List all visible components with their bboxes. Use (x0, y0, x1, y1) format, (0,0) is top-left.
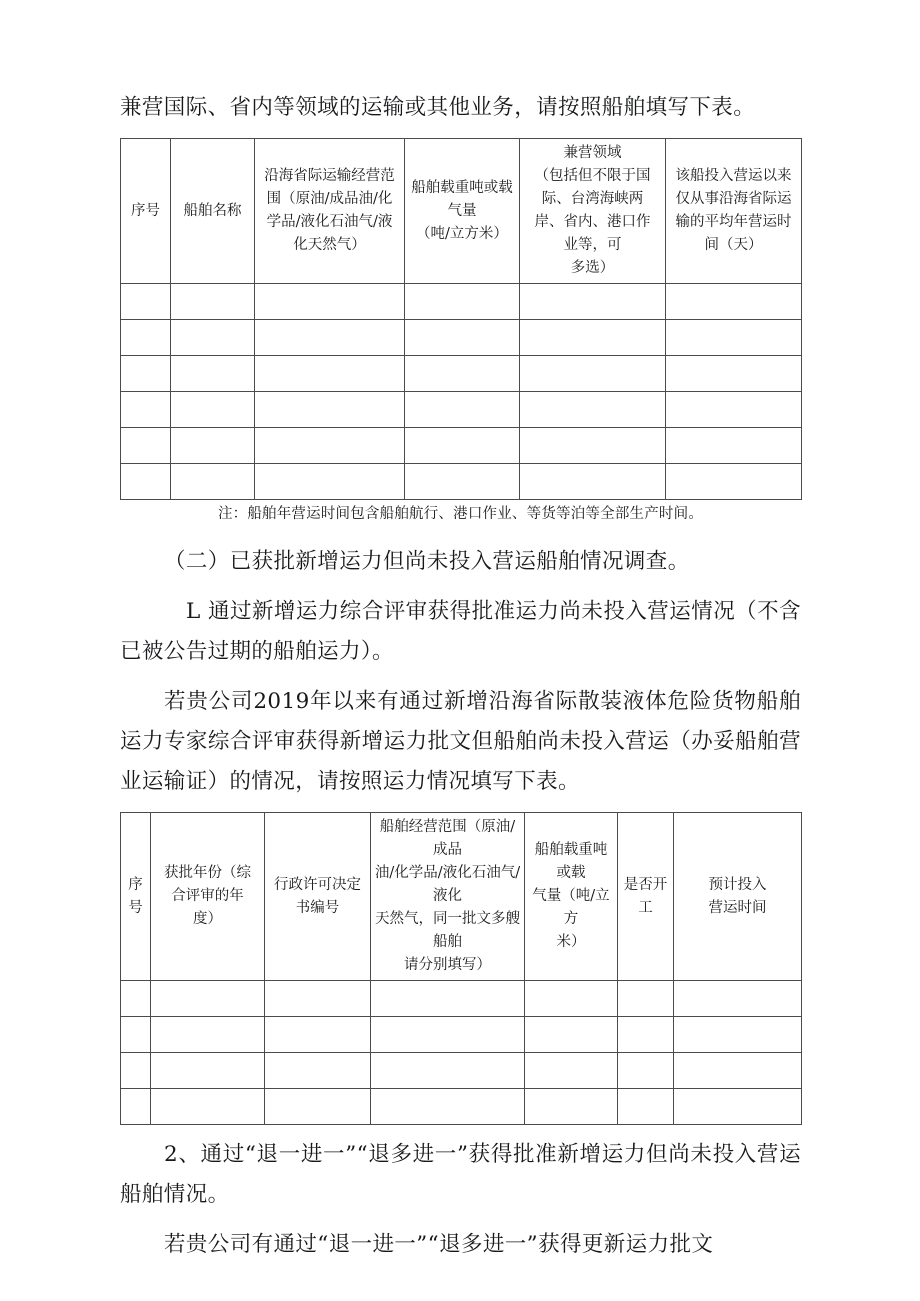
header-line: 兼营领域 (563, 145, 622, 161)
table-cell-concurrent_field[interactable] (520, 428, 666, 464)
table-row[interactable] (121, 356, 802, 392)
table-cell-expected_date[interactable] (674, 981, 802, 1017)
table-row[interactable] (121, 981, 802, 1017)
table-row[interactable] (121, 1017, 802, 1053)
header-line: 序号 (128, 876, 143, 916)
table2-body[interactable] (121, 981, 802, 1125)
spacer (120, 802, 801, 812)
table-cell-concurrent_field[interactable] (520, 392, 666, 428)
item1-heading: L 通过新增运力综合评审获得批准运力尚未投入营运情况（不含已被公告过期的船舶运力）。 (120, 599, 801, 664)
table-cell-deadweight[interactable] (525, 981, 618, 1017)
table-cell-seq[interactable] (121, 356, 171, 392)
table-cell-ship_name[interactable] (171, 320, 255, 356)
table-cell-coastal_scope[interactable] (255, 392, 405, 428)
header-line: 序号 (131, 202, 160, 219)
table-cell-approval_year[interactable] (151, 1053, 265, 1089)
table2-header (121, 813, 802, 981)
table-cell-avg_annual_days[interactable] (666, 284, 802, 320)
table-cell-deadweight[interactable] (405, 356, 520, 392)
table2-col-scope (371, 813, 525, 981)
table1-header-row (121, 139, 802, 284)
table-cell-concurrent_field[interactable] (520, 464, 666, 500)
page-content (120, 88, 801, 1265)
table-cell-permit_no[interactable] (265, 1089, 371, 1125)
header-line: 业等，可 (563, 237, 622, 253)
header-line: 合评审的年 (171, 888, 244, 904)
table1-note: 注：船舶年营运时间包含船舶航行、港口作业、等货等泊等全部生产时间。 (217, 506, 704, 522)
table-cell-deadweight[interactable] (525, 1053, 618, 1089)
ship-operation-table[interactable] (120, 138, 802, 500)
table-cell-coastal_scope[interactable] (255, 464, 405, 500)
table-cell-scope[interactable] (371, 1089, 525, 1125)
header-line: 化天然气） (293, 237, 366, 253)
table1-col-deadweight (405, 139, 520, 284)
table-cell-deadweight[interactable] (405, 392, 520, 428)
table1-body[interactable] (121, 284, 802, 500)
header-line: 围（原油/成品油/化 (266, 191, 393, 207)
table2-col-started (618, 813, 674, 981)
table2-col-seq (121, 813, 151, 981)
table-cell-ship_name[interactable] (171, 392, 255, 428)
table-cell-deadweight[interactable] (405, 428, 520, 464)
table2-col-expected-date (674, 813, 802, 981)
table1-col-ship-name (171, 139, 255, 284)
item2-body: 若贵公司有通过“退一进一”“退多进一”获得更新运力批文 (164, 1232, 714, 1257)
table-cell-ship_name[interactable] (171, 284, 255, 320)
table-cell-permit_no[interactable] (265, 1053, 371, 1089)
item2-heading: 2、通过“退一进一”“退多进一”获得批准新增运力但尚未投入营运船舶情况。 (120, 1142, 801, 1207)
header-line: 船舶载重吨或载气量 (411, 179, 513, 219)
table-row[interactable] (121, 464, 802, 500)
table-cell-seq[interactable] (121, 284, 171, 320)
header-line: 度） (193, 911, 222, 927)
table-cell-deadweight[interactable] (405, 464, 520, 500)
table-cell-expected_date[interactable] (674, 1089, 802, 1125)
table-cell-concurrent_field[interactable] (520, 356, 666, 392)
table-cell-seq[interactable] (121, 392, 171, 428)
header-line: 油/化学品/液化石油气/液化 (374, 865, 521, 904)
table2-col-deadweight (525, 813, 618, 981)
table2-col-approval-year (151, 813, 265, 981)
header-line: 米） (556, 934, 586, 950)
table-cell-scope[interactable] (371, 981, 525, 1017)
header-line: 际、台湾海峡两 (541, 191, 644, 207)
table-cell-started[interactable] (618, 1053, 674, 1089)
table1-header (121, 139, 802, 284)
table-cell-avg_annual_days[interactable] (666, 356, 802, 392)
header-line: 工 (638, 899, 653, 916)
table-cell-approval_year[interactable] (151, 1089, 265, 1125)
table-cell-deadweight[interactable] (525, 1089, 618, 1125)
header-line: 是否开 (623, 876, 668, 893)
table-cell-concurrent_field[interactable] (520, 320, 666, 356)
table-cell-approval_year[interactable] (151, 981, 265, 1017)
table-cell-avg_annual_days[interactable] (666, 392, 802, 428)
table-cell-seq[interactable] (121, 428, 171, 464)
table1-col-avg-annual-days (666, 139, 802, 284)
header-line: 输的平均年营运时 (675, 214, 792, 230)
header-line: 船舶名称 (183, 202, 242, 219)
table-cell-deadweight[interactable] (405, 320, 520, 356)
table-cell-ship_name[interactable] (171, 356, 255, 392)
table-row[interactable] (121, 1089, 802, 1125)
header-line: 气量（吨/立方 (532, 888, 610, 927)
header-line: 沿海省际运输经营范 (264, 168, 395, 184)
spacer (120, 1125, 801, 1135)
header-line: 书编号 (295, 899, 340, 916)
header-line: 学品/液化石油气/液 (266, 214, 393, 230)
table-row[interactable] (121, 428, 802, 464)
table-cell-deadweight[interactable] (525, 1017, 618, 1053)
table-cell-seq[interactable] (121, 464, 171, 500)
table-cell-permit_no[interactable] (265, 981, 371, 1017)
item1-body: 若贵公司2019年以来有通过新增沿海省际散装液体危险货物船舶运力专家综合评审获得新增运力批文但船舶尚未投入营运（办妥船舶营业运输证）的情况，请按照运力情况填写下表。 (120, 689, 801, 794)
table-cell-deadweight[interactable] (405, 284, 520, 320)
header-line: 仅从事沿海省际运 (675, 191, 792, 207)
table-cell-coastal_scope[interactable] (255, 284, 405, 320)
header-line: 请分别填写） (404, 957, 491, 973)
table2-header-row (121, 813, 802, 981)
table-row[interactable] (121, 392, 802, 428)
spacer (120, 582, 801, 592)
header-line: 获批年份（综 (164, 865, 251, 881)
table-row[interactable] (121, 320, 802, 356)
spacer (120, 672, 801, 682)
header-line: 船舶载重吨或载 (534, 842, 608, 881)
table1-col-coastal-scope (255, 139, 405, 284)
header-line: 船舶经营范围（原油/成品 (379, 819, 516, 858)
header-line: （包括但不限于国 (534, 168, 651, 184)
table-cell-seq[interactable] (121, 320, 171, 356)
approved-capacity-table[interactable] (120, 812, 802, 1125)
table-cell-seq[interactable] (121, 1053, 151, 1089)
header-line: 营运时间 (708, 899, 767, 916)
table-cell-scope[interactable] (371, 1053, 525, 1089)
table-cell-avg_annual_days[interactable] (666, 320, 802, 356)
section-two-heading: （二）已获批新增运力但尚未投入营运船舶情况调查。 (164, 549, 690, 574)
spacer (120, 1215, 801, 1225)
table-row[interactable] (121, 1053, 802, 1089)
table-cell-expected_date[interactable] (674, 1053, 802, 1089)
table-cell-started[interactable] (618, 981, 674, 1017)
table-cell-ship_name[interactable] (171, 428, 255, 464)
table-row[interactable] (121, 284, 802, 320)
spacer (120, 128, 801, 138)
table-cell-seq[interactable] (121, 1089, 151, 1125)
table-cell-seq[interactable] (121, 981, 151, 1017)
table-cell-approval_year[interactable] (151, 1017, 265, 1053)
table-cell-coastal_scope[interactable] (255, 356, 405, 392)
table-cell-ship_name[interactable] (171, 464, 255, 500)
table-cell-coastal_scope[interactable] (255, 320, 405, 356)
intro-paragraph: 兼营国际、省内等领域的运输或其他业务，请按照船舶填写下表。 (120, 95, 756, 120)
table-cell-seq[interactable] (121, 1017, 151, 1053)
table-cell-expected_date[interactable] (674, 1017, 802, 1053)
table-cell-concurrent_field[interactable] (520, 284, 666, 320)
header-line: 行政许可决定 (274, 876, 361, 893)
table-cell-permit_no[interactable] (265, 1017, 371, 1053)
table1-col-concurrent-field (520, 139, 666, 284)
header-line: （吨/立方米） (416, 225, 508, 242)
header-line: 岸、省内、港口作 (534, 214, 651, 230)
table1-col-seq (121, 139, 171, 284)
table-cell-started[interactable] (618, 1017, 674, 1053)
header-line: 多选） (570, 260, 615, 276)
table-cell-started[interactable] (618, 1089, 674, 1125)
header-line: 该船投入营运以来 (675, 168, 792, 184)
table-cell-avg_annual_days[interactable] (666, 428, 802, 464)
header-line: 天然气，同一批文多艘船舶 (375, 911, 520, 950)
header-line: 间（天） (704, 237, 763, 253)
table-cell-coastal_scope[interactable] (255, 428, 405, 464)
spacer (120, 526, 801, 542)
table-cell-avg_annual_days[interactable] (666, 464, 802, 500)
header-line: 预计投入 (708, 876, 767, 893)
table-cell-scope[interactable] (371, 1017, 525, 1053)
table2-col-permit-no (265, 813, 371, 981)
